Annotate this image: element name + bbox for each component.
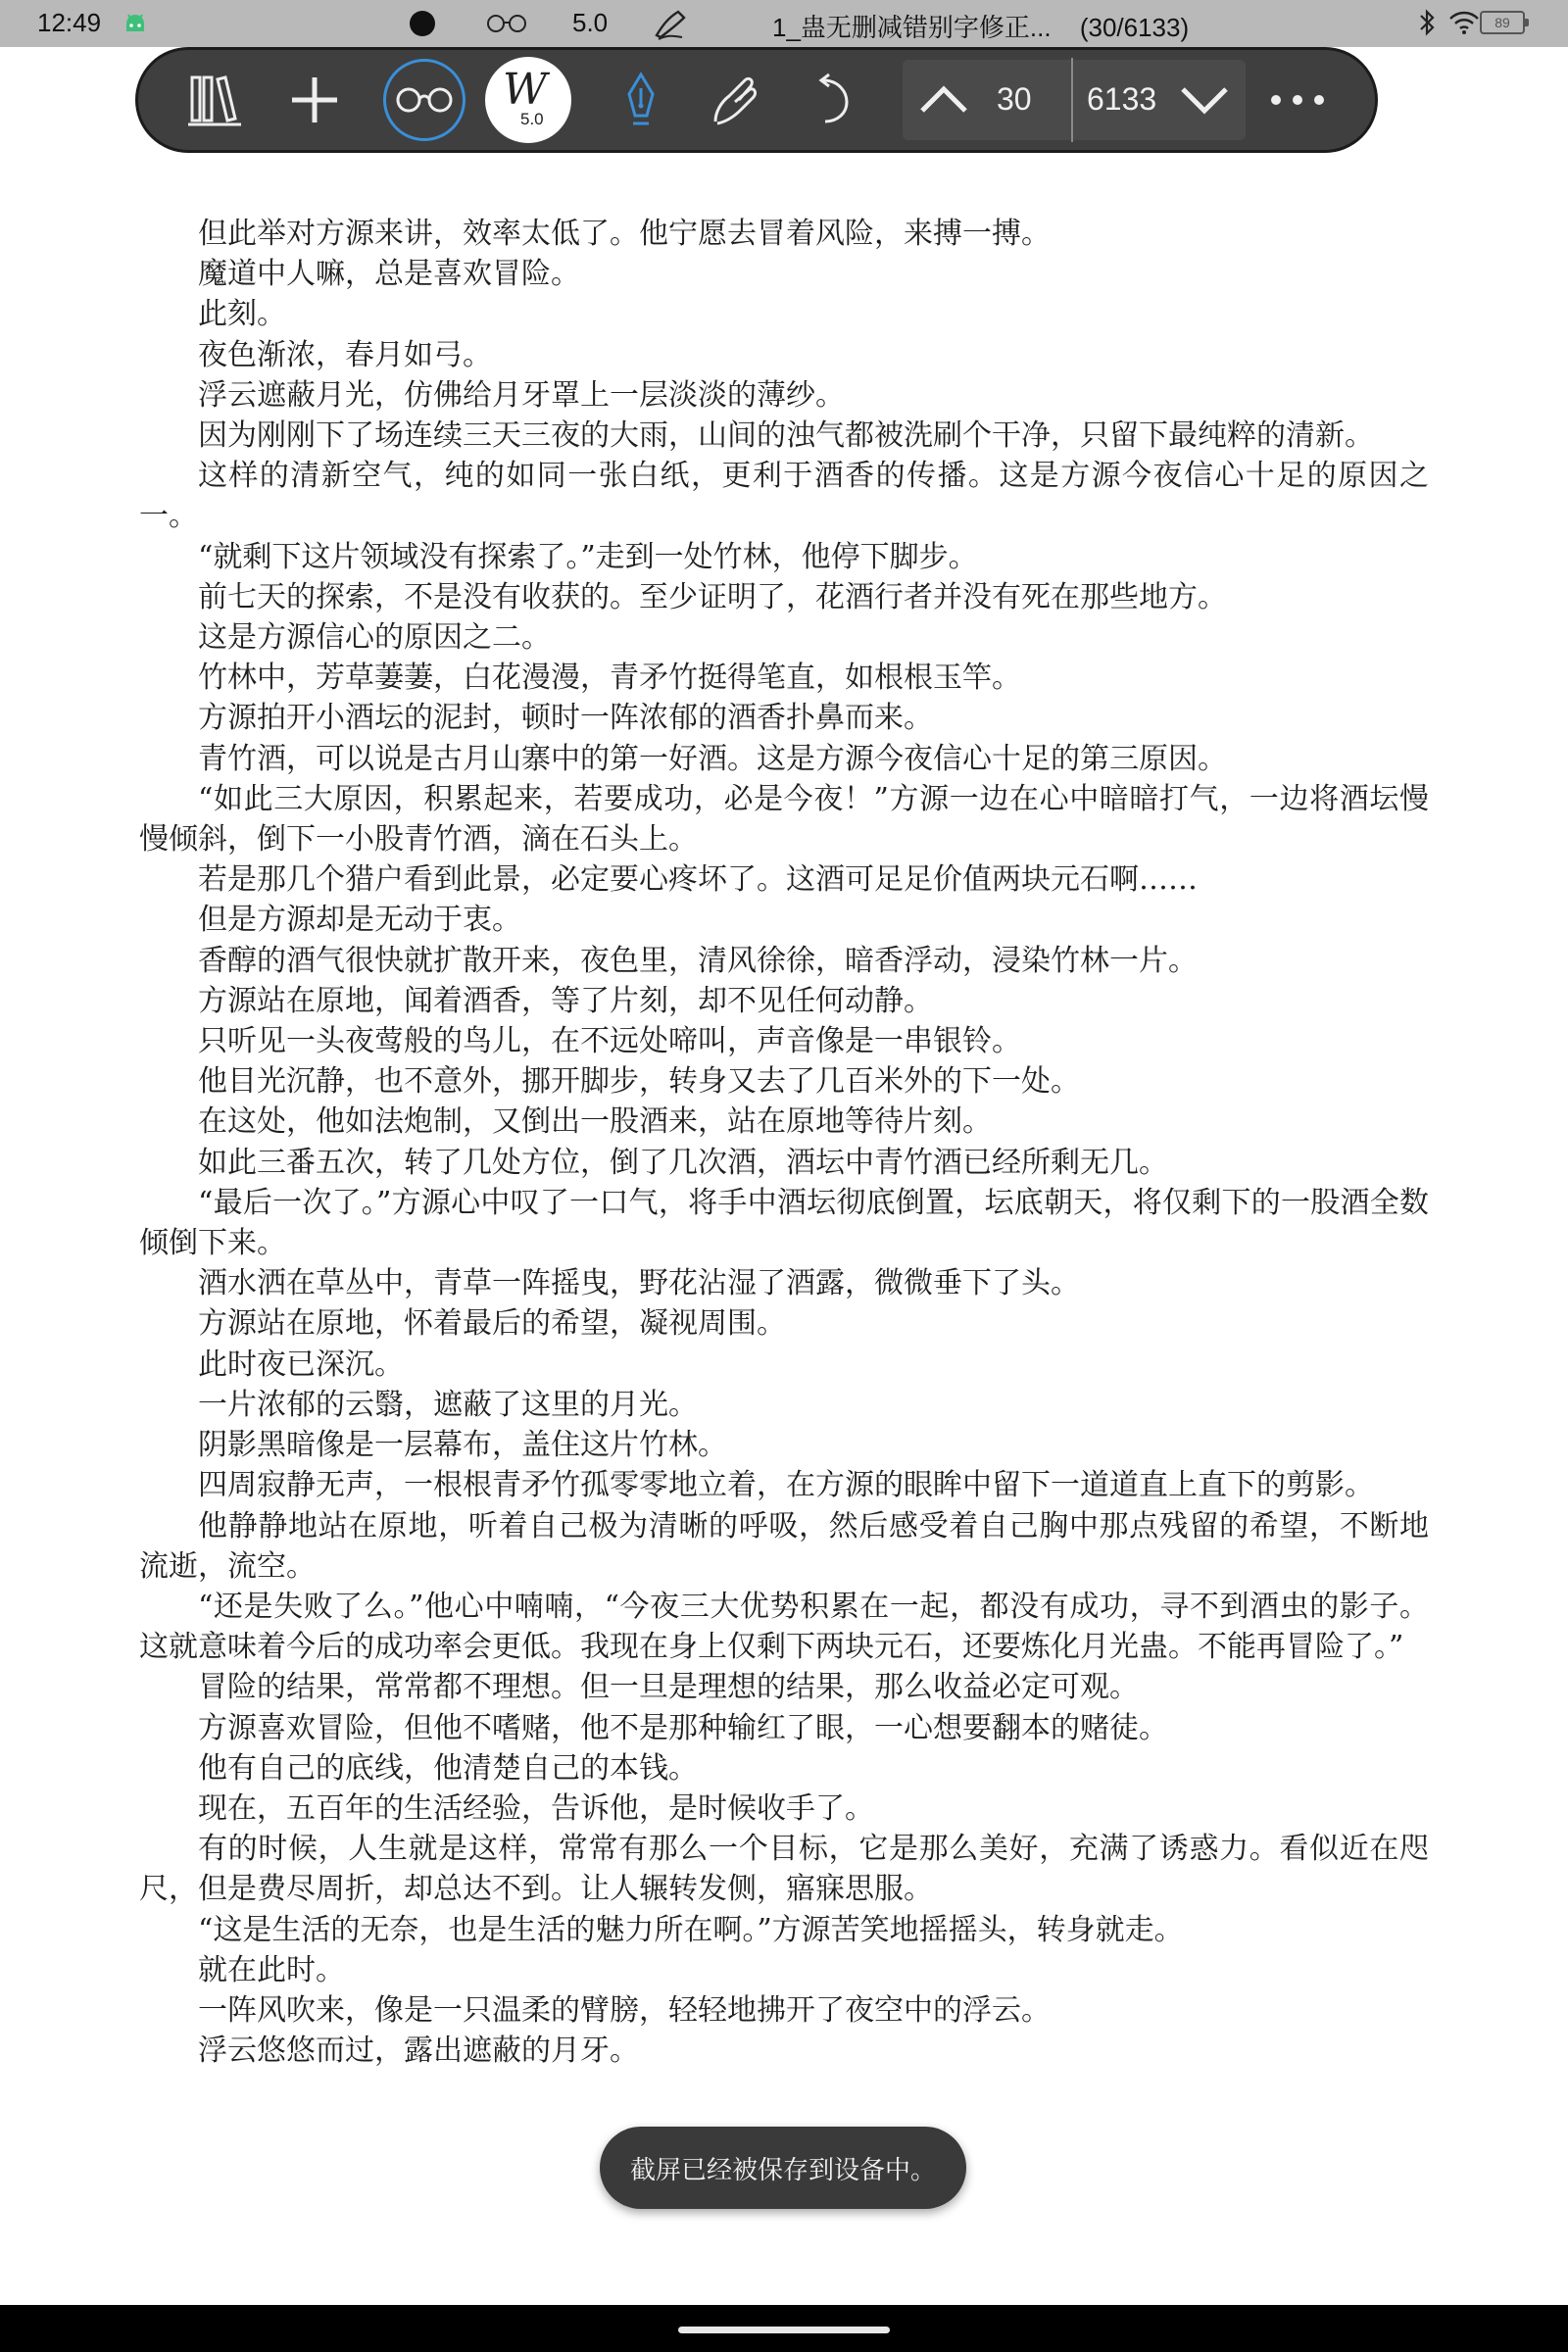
glasses-icon — [484, 12, 529, 35]
page-indicator: (30/6133) — [1079, 13, 1190, 42]
text-paragraph: 这是方源信心的原因之二。 — [198, 620, 551, 656]
bluetooth-icon — [1417, 8, 1437, 37]
status-bar — [0, 0, 1568, 47]
undo-button[interactable] — [797, 50, 865, 150]
pager-divider — [1071, 58, 1073, 142]
text-paragraph: 一片浓郁的云翳，遮蔽了这里的月光。 — [198, 1387, 698, 1422]
text-paragraph: “这是生活的无奈，也是生活的魅力所在啊。”方源苦笑地摇摇头，转身就走。 — [198, 1912, 1184, 1947]
text-paragraph: 此时夜已深沉。 — [198, 1347, 404, 1382]
next-page-chevron-down-icon[interactable] — [1179, 75, 1230, 124]
text-paragraph: 前七天的探索，不是没有收获的。至少证明了，花酒行者并没有死在那些地方。 — [198, 579, 1227, 614]
navigation-bar — [0, 2305, 1568, 2352]
text-paragraph: 就在此时。 — [198, 1952, 345, 1987]
battery-icon: 89 — [1480, 11, 1525, 34]
text-paragraph: 夜色渐浓，春月如弓。 — [198, 337, 492, 372]
text-paragraph: 如此三番五次，转了几处方位，倒了几次酒，酒坛中青竹酒已经所剩无几。 — [198, 1145, 1168, 1180]
reading-mode-ring — [383, 59, 466, 141]
book-text[interactable] — [139, 214, 1429, 2071]
signature-hand-icon — [710, 73, 766, 127]
android-icon — [122, 10, 149, 37]
home-gesture-handle[interactable] — [678, 2327, 890, 2333]
text-paragraph: 现在，五百年的生活经验，告诉他，是时候收手了。 — [198, 1790, 874, 1826]
text-paragraph: “就剩下这片领域没有探索了。”走到一处竹林，他停下脚步。 — [198, 539, 978, 574]
undo-icon — [809, 73, 853, 127]
record-dot-icon — [410, 11, 435, 36]
more-options-button[interactable] — [1263, 50, 1332, 150]
document-title: 1_蛊无删减错别字修正... — [772, 13, 1052, 42]
text-paragraph: 香醇的酒气很快就扩散开来，夜色里，清风徐徐，暗香浮动，浸染竹林一片。 — [198, 943, 1198, 978]
text-paragraph: 但是方源却是无动于衷。 — [198, 903, 521, 938]
fountain-pen-icon — [621, 71, 661, 129]
text-paragraph: 若是那几个猎户看到此景，必定要心疼坏了。这酒可足足价值两块元石啊…… — [198, 862, 1198, 898]
pen-signature-icon — [653, 6, 690, 41]
text-paragraph: 他有自己的底线，他清楚自己的本钱。 — [198, 1750, 698, 1786]
text-paragraph: 因为刚刚下了场连续三天三夜的大雨，山间的浊气都被洗刷个干净，只留下最纯粹的清新。 — [198, 418, 1374, 454]
add-button[interactable] — [275, 50, 354, 150]
reader-toolbar — [135, 47, 1378, 153]
text-paragraph: 魔道中人嘛，总是喜欢冒险。 — [198, 257, 580, 292]
status-time: 12:49 — [37, 8, 102, 37]
text-paragraph: 浮云遮蔽月光，仿佛给月牙罩上一层淡淡的薄纱。 — [198, 377, 845, 413]
text-paragraph: 竹林中，芳草萋萋，白花漫漫，青矛竹挺得笔直，如根根玉竿。 — [198, 661, 1021, 696]
page-navigator — [903, 60, 1246, 140]
text-paragraph: 浮云悠悠而过，露出遮蔽的月牙。 — [198, 2034, 639, 2069]
font-weight-value: 5.0 — [520, 110, 544, 128]
text-paragraph: 冒险的结果，常常都不理想。但一旦是理想的结果，那么收益必定可观。 — [198, 1670, 1139, 1705]
text-paragraph: 阴影黑暗像是一层幕布，盖住这片竹林。 — [198, 1428, 727, 1463]
text-paragraph: 方源站在原地，闻着酒香，等了片刻，却不见任何动静。 — [198, 983, 933, 1018]
font-weight-button[interactable] — [483, 50, 573, 150]
wifi-icon — [1448, 10, 1480, 35]
font-weight-circle — [485, 57, 571, 143]
text-paragraph: 他静静地站在原地，听着自己极为清晰的呼吸，然后感受着自己胸中那点残留的希望，不断地流逝，流空。 — [139, 1508, 1429, 1584]
text-paragraph: 此刻。 — [198, 297, 286, 332]
pen-button[interactable] — [607, 50, 675, 150]
text-paragraph: 方源站在原地，怀着最后的希望，凝视周围。 — [198, 1306, 786, 1342]
signature-button[interactable] — [699, 50, 777, 150]
total-pages-number[interactable]: 6133 — [1087, 81, 1157, 117]
status-reading-speed: 5.0 — [572, 8, 609, 37]
font-weight-letter: W — [503, 65, 548, 115]
previous-page-chevron-up-icon[interactable] — [918, 75, 969, 124]
glasses-icon — [393, 85, 456, 115]
text-paragraph: 他目光沉静，也不意外，挪开脚步，转身又去了几百米外的下一处。 — [198, 1064, 1080, 1100]
text-paragraph: 四周寂静无声，一根根青矛竹孤零零地立着，在方源的眼眸中留下一道道直上直下的剪影。 — [198, 1468, 1374, 1503]
text-paragraph: “如此三大原因，积累起来，若要成功，必是今夜！”方源一边在心中暗暗打气，一边将酒坛慢慢倾斜，倒下一小股青竹酒，滴在石头上。 — [139, 781, 1429, 858]
text-paragraph: 在这处，他如法炮制，又倒出一股酒来，站在原地等待片刻。 — [198, 1104, 992, 1140]
library-button[interactable] — [175, 50, 254, 150]
reading-mode-button[interactable] — [381, 50, 467, 150]
text-paragraph: 只听见一头夜莺般的鸟儿，在不远处啼叫，声音像是一串银铃。 — [198, 1024, 1021, 1059]
text-paragraph: 青竹酒，可以说是古月山寨中的第一好酒。这是方源今夜信心十足的第三原因。 — [198, 741, 1227, 776]
text-paragraph: “还是失败了么。”他心中喃喃，“今夜三大优势积累在一起，都没有成功，寻不到酒虫的影子。这就意味着今后的成功率会更低。我现在身上仅剩下两块元石，还要炼化月光蛊。不能再冒险了。” — [139, 1589, 1429, 1665]
screenshot-saved-toast: 截屏已经被保存到设备中。 — [600, 2127, 966, 2209]
text-paragraph: 方源喜欢冒险，但他不嗜赌，他不是那种输红了眼，一心想要翻本的赌徒。 — [198, 1710, 1168, 1745]
text-paragraph: “最后一次了。”方源心中叹了一口气，将手中酒坛彻底倒置，坛底朝天，将仅剩下的一股酒全数倾倒下来。 — [139, 1185, 1429, 1261]
text-paragraph: 方源拍开小酒坛的泥封，顿时一阵浓郁的酒香扑鼻而来。 — [198, 701, 933, 736]
plus-icon — [288, 74, 341, 126]
text-paragraph: 酒水洒在草丛中，青草一阵摇曳，野花沾湿了酒露，微微垂下了头。 — [198, 1266, 1080, 1301]
text-paragraph: 有的时候，人生就是这样，常常有那么一个目标，它是那么美好，充满了诱惑力。看似近在咫尺，但是费尽周折，却总达不到。让人辗转发侧，寤寐思服。 — [139, 1832, 1429, 1907]
current-page-number[interactable]: 30 — [997, 81, 1032, 117]
text-paragraph: 一阵风吹来，像是一只温柔的臂膀，轻轻地拂开了夜空中的浮云。 — [198, 1992, 1051, 2028]
text-paragraph: 这样的清新空气，纯的如同一张白纸，更利于酒香的传播。这是方源今夜信心十足的原因之一。 — [139, 459, 1429, 534]
more-dots-icon — [1268, 93, 1327, 107]
text-paragraph: 但此举对方源来讲，效率太低了。他宁愿去冒着风险，来搏一搏。 — [198, 217, 1051, 251]
status-document-title — [772, 8, 1189, 44]
library-books-icon — [186, 72, 243, 128]
